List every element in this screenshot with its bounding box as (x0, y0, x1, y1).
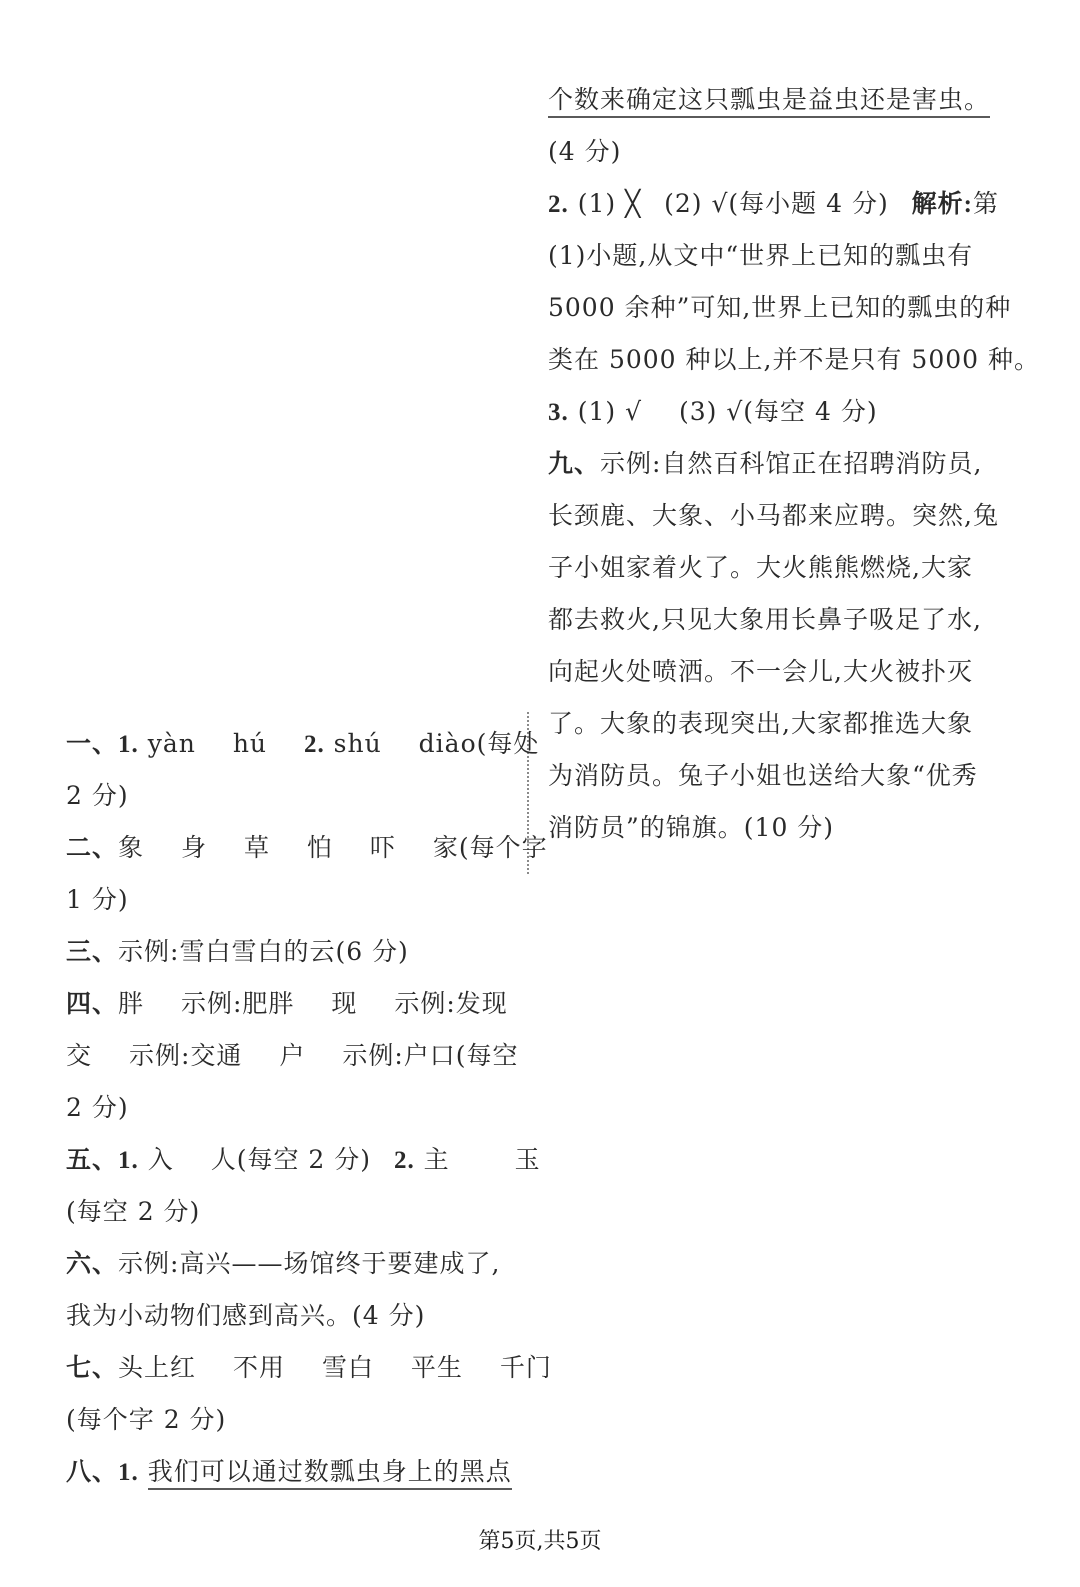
analysis-label: 解析: (911, 191, 973, 218)
section-8: 八、1. 我们可以通过数瓢虫身上的黑点 (66, 1446, 516, 1498)
score-line: (每个字 2 分) (66, 1405, 227, 1434)
score-line: (4 分) (548, 137, 622, 166)
essay-line: 了。大象的表现突出,大家都推选大象 (548, 709, 973, 738)
cross-mark-icon: ╳ (625, 189, 642, 218)
check-mark-icon: √ (625, 397, 643, 426)
section-heading: 五、 (66, 1147, 119, 1174)
section-1: 一、1. yàn hú 2. shú diào(每处 (66, 729, 540, 758)
essay-line: 为消防员。兔子小姐也送给大象“优秀 (548, 761, 978, 790)
item-number: 3. (548, 399, 569, 426)
pinyin: diào (418, 729, 477, 758)
item-number: 2. (548, 191, 569, 218)
section-4: 四、胖 示例:肥胖 现 示例:发现 (66, 989, 508, 1018)
essay-line: 都去救火,只见大象用长鼻子吸足了水, (548, 605, 982, 634)
pinyin: hú (232, 729, 268, 758)
page-number: 第5页,共5页 (478, 1529, 602, 1554)
section-heading: 八、 (66, 1459, 119, 1486)
section-heading: 一、 (66, 731, 119, 758)
section-heading: 二、 (66, 835, 119, 862)
answer-8-3: 3. (1) √ (3) √(每空 4 分) (548, 397, 878, 426)
score-line: (每空 2 分) (66, 1197, 201, 1226)
analysis-text: (1)小题,从文中“世界上已知的瓢虫有 (548, 241, 974, 270)
check-mark-icon: √ (726, 397, 744, 426)
section-9: 九、示例:自然百科馆正在招聘消防员, (548, 449, 983, 478)
essay-line: 长颈鹿、大象、小马都来应聘。突然,兔 (548, 501, 999, 530)
section-7: 七、头上红 不用 雪白 平生 千门 (66, 1353, 552, 1382)
essay-line: 向起火处喷洒。不一会儿,大火被扑灭 (548, 657, 973, 686)
score-line: 1 分) (66, 885, 129, 914)
pinyin: shú (333, 729, 382, 758)
score-line: 2 分) (66, 781, 129, 810)
essay-line: 消防员”的锦旗。(10 分) (548, 813, 835, 842)
section-heading: 六、 (66, 1251, 119, 1278)
analysis-text: 5000 余种”可知,世界上已知的瓢虫的种 (548, 293, 1012, 322)
answer-8-2: 2. (1) ╳ (2) √(每小题 4 分) 解析:第 (548, 189, 1000, 218)
underlined-answer: 个数来确定这只瓢虫是益虫还是害虫。 (548, 85, 990, 118)
section-heading: 九、 (548, 451, 601, 478)
section-3: 三、示例:雪白雪白的云(6 分) (66, 937, 409, 966)
essay-line: 子小姐家着火了。大火熊熊燃烧,大家 (548, 553, 973, 582)
score-line: 2 分) (66, 1093, 129, 1122)
answer-8-1-continued (548, 74, 996, 126)
right-column (548, 74, 1040, 854)
section-heading: 四、 (66, 991, 119, 1018)
pinyin: yàn (147, 729, 196, 758)
section-4-cont: 交 示例:交通 户 示例:户口(每空 (66, 1041, 519, 1070)
section-heading: 三、 (66, 939, 119, 966)
section-heading: 七、 (66, 1355, 119, 1382)
section-5: 五、1. 入 人(每空 2 分) 2. 主 玉 (66, 1145, 541, 1174)
section-6-cont: 我为小动物们感到高兴。(4 分) (66, 1301, 426, 1330)
underlined-answer: 我们可以通过数瓢虫身上的黑点 (148, 1457, 512, 1490)
analysis-text: 类在 5000 种以上,并不是只有 5000 种。 (548, 345, 1040, 374)
check-mark-icon: √ (711, 189, 729, 218)
left-column (66, 718, 552, 1498)
section-2: 二、象 身 草 怕 吓 家(每个字 (66, 833, 548, 862)
section-6: 六、示例:高兴——场馆终于要建成了, (66, 1249, 501, 1278)
